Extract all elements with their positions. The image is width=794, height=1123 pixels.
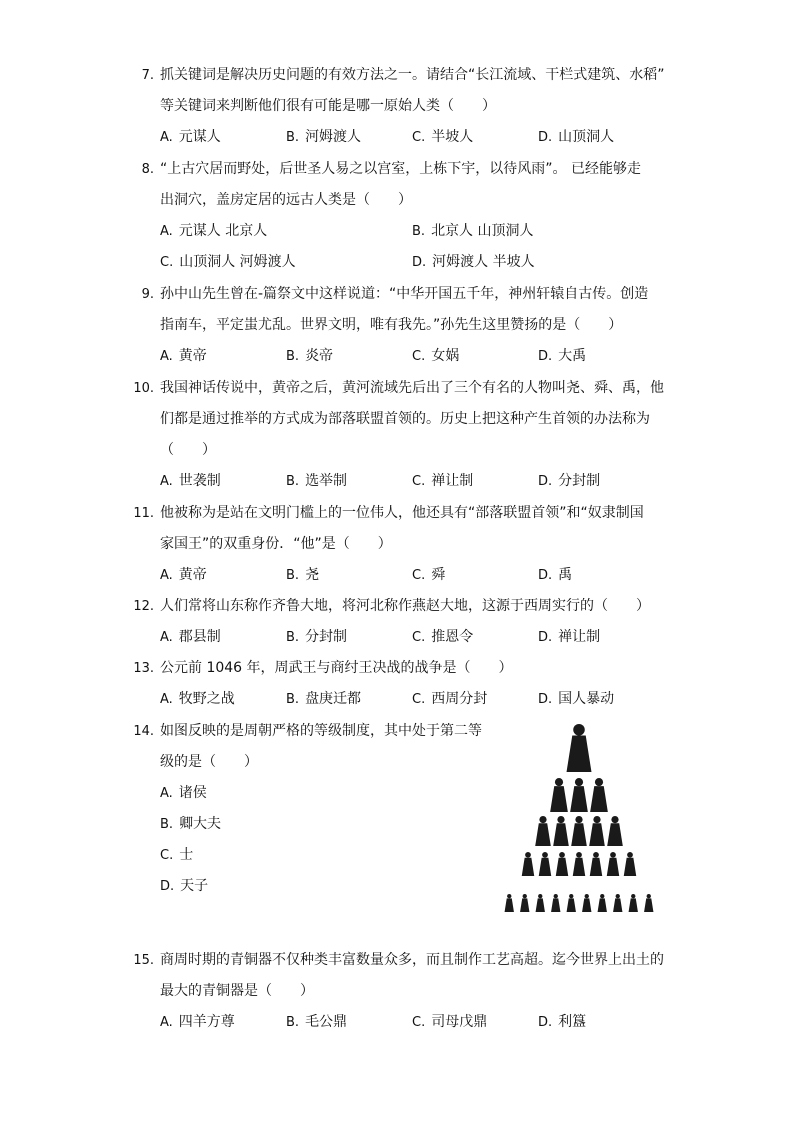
option-d: D. 利簋 xyxy=(538,1014,587,1030)
option-d: D. 天子 xyxy=(160,878,209,894)
person-silhouette xyxy=(607,816,623,846)
question-text: 级的是（ ） xyxy=(160,754,258,770)
option-a: A. 牧野之战 xyxy=(160,691,235,707)
person-silhouette xyxy=(520,894,529,912)
option-c: C. 半坡人 xyxy=(412,129,474,145)
question-number: 8. xyxy=(141,162,154,177)
person-silhouette xyxy=(551,894,560,912)
question-text: 最大的青铜器是（ ） xyxy=(160,983,314,999)
person-silhouette xyxy=(539,852,551,876)
question-number: 15. xyxy=(133,953,154,968)
option-c: C. 山顶洞人 河姆渡人 xyxy=(160,254,296,270)
option-b: B. 分封制 xyxy=(286,629,348,645)
question-number: 10. xyxy=(133,381,154,396)
question-text: 们都是通过推举的方式成为部落联盟首领的。历史上把这种产生首领的办法称为 xyxy=(160,411,650,427)
option-a: A. 元谋人 北京人 xyxy=(160,223,268,239)
option-c: C. 女娲 xyxy=(412,348,460,364)
option-c: C. 士 xyxy=(160,847,194,863)
question-text: 公元前 1046 年，周武王与商纣王决战的战争是（ ） xyxy=(160,660,513,676)
person-silhouette xyxy=(571,816,587,846)
person-silhouette xyxy=(567,724,592,772)
question-text: “上古穴居而野处，后世圣人易之以宫室，上栋下宇，以待风雨”。 已经能够走 xyxy=(160,161,641,177)
person-silhouette xyxy=(590,852,602,876)
person-silhouette xyxy=(582,894,591,912)
option-a: A. 黄帝 xyxy=(160,348,207,364)
question-text: 如图反映的是周朝严格的等级制度，其中处于第二等 xyxy=(160,723,482,739)
question-text: （ ） xyxy=(160,442,216,458)
option-a: A. 四羊方尊 xyxy=(160,1014,235,1030)
question-number: 14. xyxy=(133,724,154,739)
option-d: D. 山顶洞人 xyxy=(538,129,615,145)
option-c: C. 推恩令 xyxy=(412,629,474,645)
option-b: B. 选举制 xyxy=(286,473,348,489)
question-number: 13. xyxy=(133,661,154,676)
hierarchy-pyramid-icon xyxy=(498,722,660,914)
option-d: D. 禅让制 xyxy=(538,629,601,645)
question-number: 9. xyxy=(141,287,154,302)
person-silhouette xyxy=(535,816,551,846)
option-d: D. 河姆渡人 半坡人 xyxy=(412,254,535,270)
option-c: C. 司母戊鼎 xyxy=(412,1014,488,1030)
option-d: D. 国人暴动 xyxy=(538,691,615,707)
person-silhouette xyxy=(567,894,576,912)
person-silhouette xyxy=(522,852,534,876)
person-silhouette xyxy=(613,894,622,912)
person-silhouette xyxy=(505,894,514,912)
question-text: 出洞穴，盖房定居的远古人类是（ ） xyxy=(160,192,412,208)
person-silhouette xyxy=(553,816,569,846)
person-silhouette xyxy=(624,852,636,876)
person-silhouette xyxy=(536,894,545,912)
option-d: D. 大禹 xyxy=(538,348,587,364)
option-a: A. 元谋人 xyxy=(160,129,221,145)
option-c: C. 舜 xyxy=(412,567,446,583)
person-silhouette xyxy=(550,778,568,812)
option-b: B. 卿大夫 xyxy=(160,816,222,832)
option-b: B. 毛公鼎 xyxy=(286,1014,348,1030)
question-number: 11. xyxy=(133,506,154,521)
option-b: B. 河姆渡人 xyxy=(286,129,362,145)
person-silhouette xyxy=(556,852,568,876)
question-text: 指南车，平定蚩尤乱。世界文明，唯有我先。”孙先生这里赞扬的是（ ） xyxy=(160,317,623,333)
option-d: D. 禹 xyxy=(538,567,573,583)
option-b: B. 尧 xyxy=(286,567,320,583)
question-text: 商周时期的青铜器不仅种类丰富数量众多，而且制作工艺高超。迄今世界上出土的 xyxy=(160,952,664,968)
person-silhouette xyxy=(644,894,653,912)
question-text: 等关键词来判断他们很有可能是哪一原始人类（ ） xyxy=(160,98,496,114)
question-text: 我国神话传说中，黄帝之后，黄河流域先后出了三个有名的人物叫尧、舜、禹，他 xyxy=(160,380,664,396)
option-a: A. 黄帝 xyxy=(160,567,207,583)
question-number: 7. xyxy=(141,68,154,83)
option-a: A. 世袭制 xyxy=(160,473,221,489)
question-text: 他被称为是站在文明门槛上的一位伟人，他还具有“部落联盟首领”和“奴隶制国 xyxy=(160,505,644,521)
person-silhouette xyxy=(570,778,588,812)
question-text: 人们常将山东称作齐鲁大地，将河北称作燕赵大地，这源于西周实行的（ ） xyxy=(160,598,650,614)
option-a: A. 诸侯 xyxy=(160,785,207,801)
option-c: C. 禅让制 xyxy=(412,473,474,489)
person-silhouette xyxy=(607,852,619,876)
question-number: 12. xyxy=(133,599,154,614)
option-a: A. 郡县制 xyxy=(160,629,221,645)
question-text: 家国王”的双重身份．“他”是（ ） xyxy=(160,536,392,552)
option-b: B. 盘庚迁都 xyxy=(286,691,362,707)
option-d: D. 分封制 xyxy=(538,473,601,489)
person-silhouette xyxy=(589,816,605,846)
option-c: C. 西周分封 xyxy=(412,691,488,707)
person-silhouette xyxy=(629,894,638,912)
option-b: B. 炎帝 xyxy=(286,348,334,364)
person-silhouette xyxy=(598,894,607,912)
person-silhouette xyxy=(573,852,585,876)
person-silhouette xyxy=(590,778,608,812)
question-text: 孙中山先生曾在-篇祭文中这样说道：“中华开国五千年，神州轩辕自古传。创造 xyxy=(160,286,649,302)
option-b: B. 北京人 山顶洞人 xyxy=(412,223,534,239)
question-text: 抓关键词是解决历史问题的有效方法之一。请结合“长江流域、干栏式建筑、水稻” xyxy=(160,67,665,83)
